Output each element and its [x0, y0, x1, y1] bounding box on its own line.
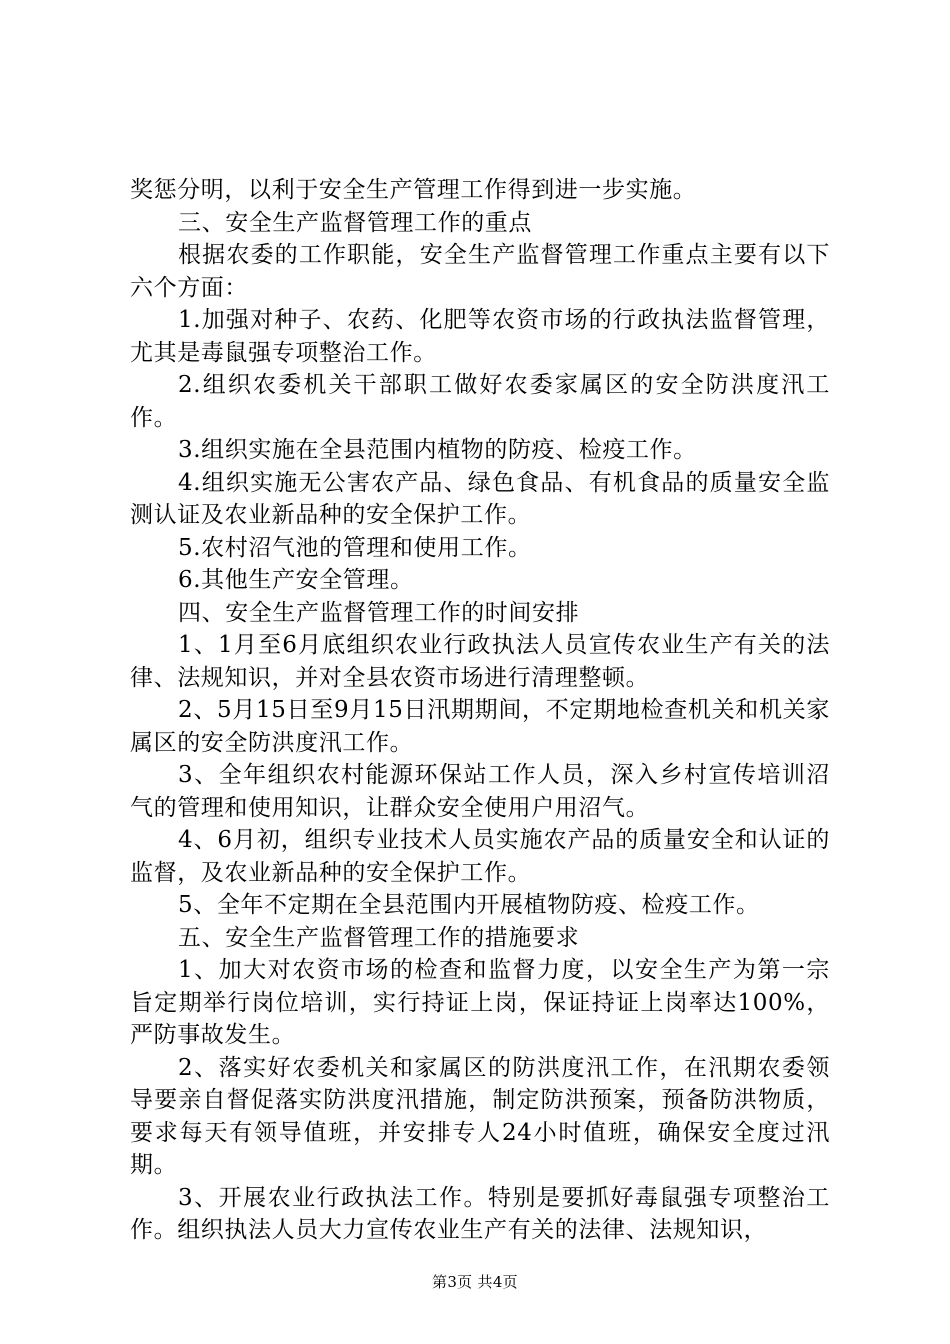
- list-item: 4.组织实施无公害农产品、绿色食品、有机食品的质量安全监测认证及农业新品种的安全保护工作。: [130, 469, 830, 528]
- list-item: 3、全年组织农村能源环保站工作人员，深入乡村宣传培训沼气的管理和使用知识，让群众安全使用户用沼气。: [130, 762, 830, 821]
- list-item: 2、落实好农委机关和家属区的防洪度汛工作，在汛期农委领导要亲自督促落实防洪度汛措施，制定防洪预案，预备防洪物质，要求每天有领导值班，并安排专人24小时值班，确保安全度过汛期。: [130, 1054, 830, 1178]
- paragraph-continuation: 奖惩分明，以利于安全生产管理工作得到进一步实施。: [130, 177, 697, 203]
- paragraph: 根据农委的工作职能，安全生产监督管理工作重点主要有以下六个方面：: [130, 242, 830, 301]
- list-item: 5.农村沼气池的管理和使用工作。: [178, 534, 532, 561]
- section-heading-5: 五、安全生产监督管理工作的措施要求: [178, 924, 580, 951]
- page-footer: [0, 1272, 950, 1292]
- list-item: 1.加强对种子、农药、化肥等农资市场的行政执法监督管理，尤其是毒鼠强专项整治工作。: [130, 307, 830, 366]
- section-heading-3: 三、安全生产监督管理工作的重点: [178, 209, 532, 236]
- list-item: 4、6月初，组织专业技术人员实施农产品的质量安全和认证的监督，及农业新品种的安全保护工作。: [130, 827, 830, 886]
- list-item: 3.组织实施在全县范围内植物的防疫、检疫工作。: [178, 437, 697, 463]
- list-item: 6.其他生产安全管理。: [178, 567, 414, 593]
- list-item: 1、1月至6月底组织农业行政执法人员宣传农业生产有关的法律、法规知识，并对全县农资市场进行清理整顿。: [130, 632, 830, 691]
- document-body: [130, 174, 830, 1247]
- list-item: 2、5月15日至9月15日汛期期间，不定期地检查机关和机关家属区的安全防洪度汛工作。: [130, 697, 830, 756]
- list-item: 1、加大对农资市场的检查和监督力度，以安全生产为第一宗旨定期举行岗位培训，实行持证上岗，保证持证上岗率达100%，严防事故发生。: [130, 957, 830, 1048]
- list-item: 2.组织农委机关干部职工做好农委家属区的安全防洪度汛工作。: [130, 372, 830, 431]
- list-item: 3、开展农业行政执法工作。特别是要抓好毒鼠强专项整治工作。组织执法人员大力宣传农业生产有关的法律、法规知识，: [130, 1184, 830, 1243]
- page-number-label: 第3页 共4页: [432, 1273, 518, 1291]
- list-item: 5、全年不定期在全县范围内开展植物防疫、检疫工作。: [178, 892, 760, 918]
- section-heading-4: 四、安全生产监督管理工作的时间安排: [178, 599, 580, 626]
